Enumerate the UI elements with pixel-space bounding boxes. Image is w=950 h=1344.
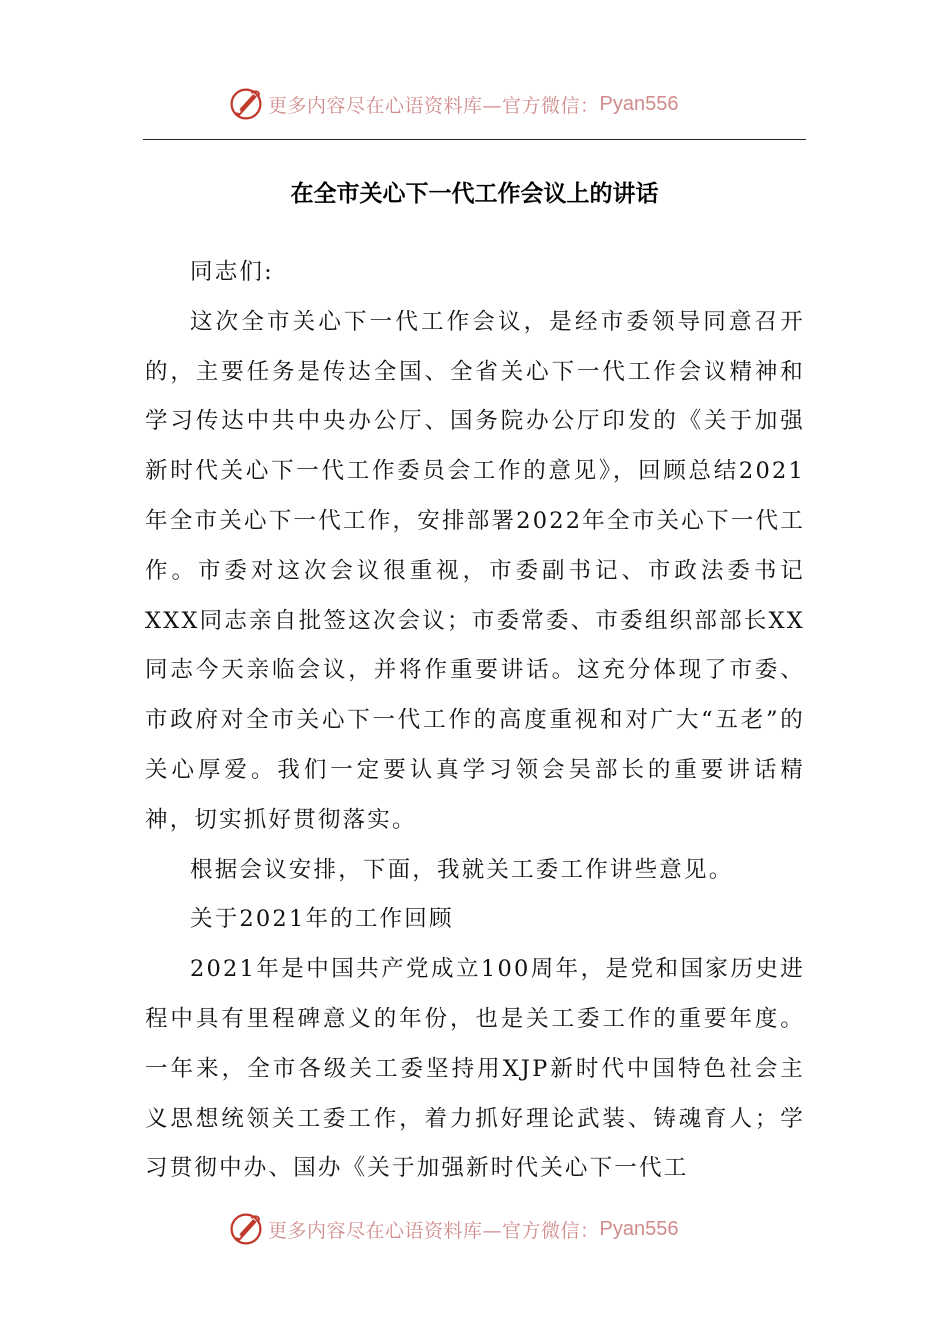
header-banner-wechat-id: Pyan556 — [599, 92, 679, 115]
document-body — [145, 248, 805, 1194]
footer-banner — [228, 1209, 728, 1249]
pen-logo-icon — [228, 86, 264, 122]
pen-logo-icon — [228, 1211, 264, 1247]
paragraph-salutation: 同志们: — [190, 259, 274, 285]
header-banner-text: 更多内容尽在心语资料库—官方微信： — [268, 94, 600, 117]
footer-banner-wechat-id: Pyan556 — [599, 1217, 679, 1240]
section-heading: 关于2021年的工作回顾 — [190, 906, 454, 933]
document-title: 在全市关心下一代工作会议上的讲话 — [290, 180, 659, 207]
paragraph: 这次全市关心下一代工作会议，是经市委领导同意召开的，主要任务是传达全国、全省关心下一代工作会议精神和学习传达中共中央办公厅、国务院办公厅印发的《关于加强新时代关心下一代工作委员会工作的意见》，回顾总结2021年全市关心下一代工作，安排部署2022年全市关心下一代工作。市委对这次会议很重视，市委副书记、市政法委书记XXX同志亲自批签这次会议；市委常委、市委组织部部长XX同志今天亲临会议，并将作重要讲话。这充分体现了市委、市政府对全市关心下一代工作的高度重视和对广大“五老”的关心厚爱。我们一定要认真学习领会吴部长的重要讲话精神，切实抓好贯彻落实。 — [145, 308, 805, 833]
paragraph: 根据会议安排，下面，我就关工委工作讲些意见。 — [190, 856, 734, 883]
paragraph: 2021年是中国共产党成立100周年，是党和国家历史进程中具有里程碑意义的年份，也是关工委工作的重要年度。一年来，全市各级关工委坚持用XJP新时代中国特色社会主义思想统领关工委工作，着力抓好理论武装、铸魂育人；学习贯彻中办、国办《关于加强新时代关心下一代工 — [145, 956, 805, 1182]
header-divider — [143, 139, 806, 140]
header-banner — [228, 84, 728, 124]
footer-banner-text: 更多内容尽在心语资料库—官方微信： — [268, 1219, 600, 1242]
